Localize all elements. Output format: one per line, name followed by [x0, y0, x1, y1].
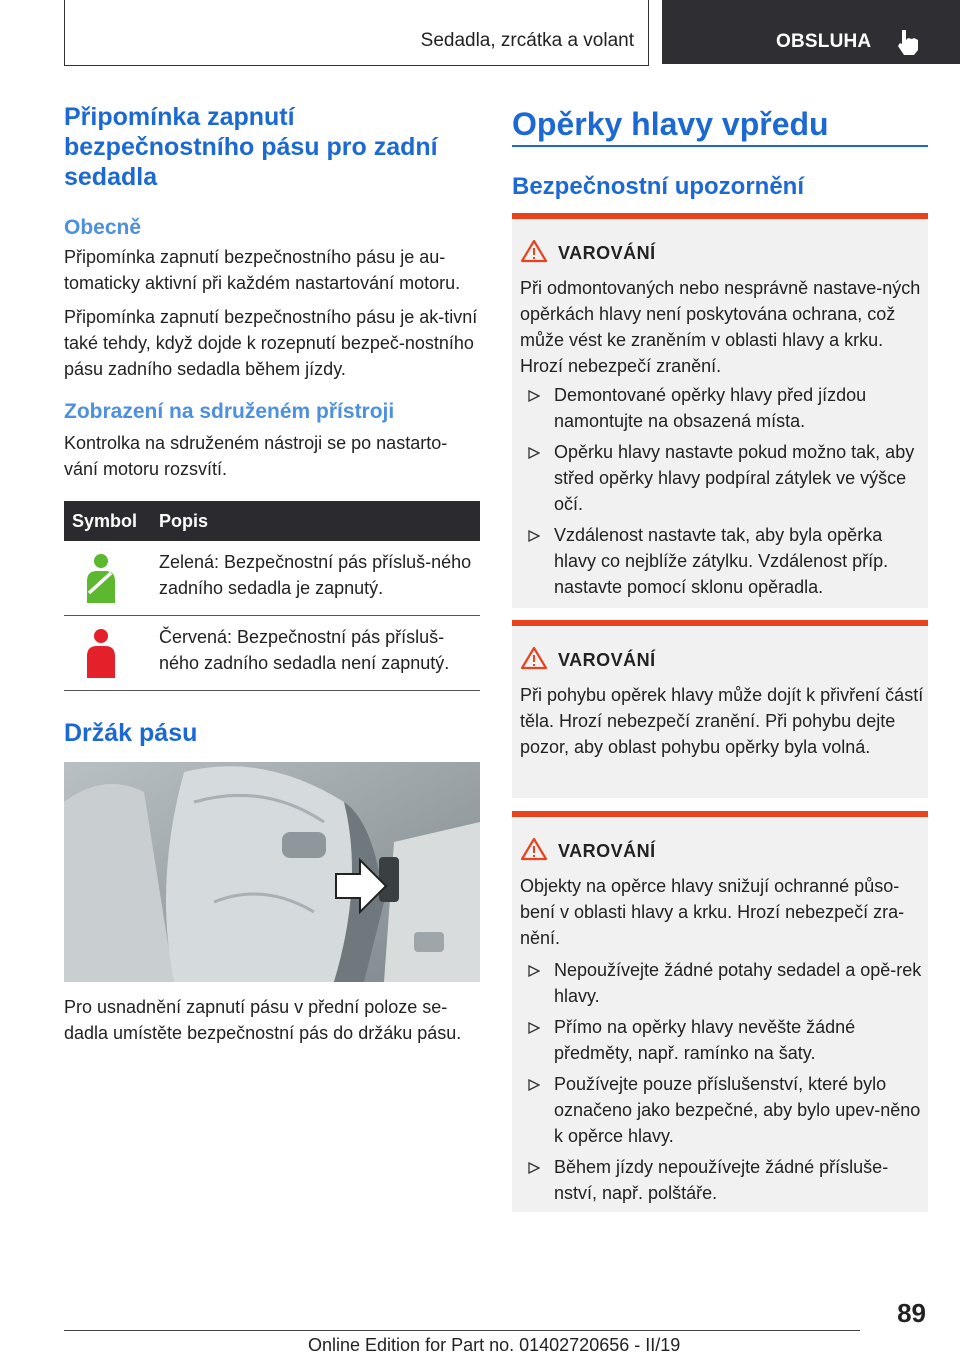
- bullet-triangle-icon: [528, 447, 540, 459]
- belt-holder-photo: [64, 762, 480, 982]
- bullet-triangle-icon: [528, 1022, 540, 1034]
- seatbelt-fastened-icon: [84, 553, 118, 603]
- bullet-triangle-icon: [528, 965, 540, 977]
- table-row-description: Zelená: Bezpečnostní pás přísluš-ného zadního sedadla je zapnutý.: [159, 552, 472, 598]
- warning-body: Při pohybu opěrek hlavy může dojít k přivření částí těla. Hrozí nebezpečí zranění. Při pohybu dejte pozor, aby oblast pohybu opěrky byla volná.: [520, 685, 924, 757]
- symbol-table: [64, 501, 480, 691]
- warning-box-1: VAROVÁNÍ Při odmontovaných nebo nesprávně nastave-ných opěrkách hlavy není poskytována ochrana, což může vést ke zraněním v oblasti hlavy a krku. Hrozí nebezpečí zranění. Demontované opěrky hlavy před jízdou namontujte na obsazená místa. Opěrku hlavy nastavte pokud možno tak, aby střed opěrky hlavy podpíral zátylek ve výšce očí. Vzdálenost nastavte tak, aby byla opěrka hlavy co nejblíže zátylku. Vzdálenost příp. nastavte pomocí sklonu opěradla.: [512, 213, 928, 608]
- table-row-description: Červená: Bezpečnostní pás přísluš-ného zadního sedadla není zapnutý.: [159, 627, 450, 673]
- heading-safety-notes: Bezpečnostní upozornění: [512, 173, 805, 200]
- table-row: [64, 616, 480, 691]
- footer-rule: [64, 1330, 860, 1331]
- warning-triangle-icon: [520, 646, 548, 670]
- title-rule: [512, 145, 928, 147]
- chapter-tab-label: OBSLUHA: [776, 31, 872, 52]
- bullet-triangle-icon: [528, 1162, 540, 1174]
- warning-box-3: VAROVÁNÍ Objekty na opěrce hlavy snižují ochranné půso-bení v oblasti hlavy a krku. Hrozí nebezpečí zra-nění. Nepoužívejte žádné potahy sedadel a opě-rek hlavy. Přímo na opěrky hlavy nevěšte žádné předměty, např. ramínko na šaty. Používejte pouze příslušenství, které bylo označeno jako bezpečné, aby bylo upev-něno k opěrce hlavy. Během jízdy nepoužívejte žádné přísluše-nství, např. polštáře.: [512, 811, 928, 1212]
- table-header: [64, 501, 480, 541]
- bullet-triangle-icon: [528, 530, 540, 542]
- warning-label: VAROVÁNÍ: [558, 243, 656, 263]
- left-column: [64, 102, 480, 482]
- section-title-headrests: Opěrky hlavy vpředu: [512, 106, 829, 142]
- header-section-title: Sedadla, zrcátka a volant: [420, 30, 634, 51]
- table-row: [64, 541, 480, 616]
- warning-body: Objekty na opěrce hlavy snižují ochranné půso-bení v oblasti hlavy a krku. Hrozí nebezpečí zra-nění.: [520, 876, 905, 948]
- warning-label: VAROVÁNÍ: [558, 650, 656, 670]
- section-title-seatbelt-reminder: Připomínka zapnutí bezpečnostního pásu pro zadní sedadla: [64, 103, 438, 191]
- paragraph-belt-holder: Pro usnadnění zapnutí pásu v přední poloze se-dadla umístěte bezpečnostní pás do držáku pásu.: [64, 997, 462, 1043]
- heading-cluster: Zobrazení na sdruženém přístroji: [64, 400, 395, 423]
- page-number: 89: [897, 1298, 926, 1328]
- heading-general: Obecně: [64, 216, 142, 239]
- table-header-description: Popis: [159, 511, 209, 531]
- warning-label: VAROVÁNÍ: [558, 841, 656, 861]
- paragraph-general-1: Připomínka zapnutí bezpečnostního pásu je au-tomaticky aktivní při každém nastartování motoru.: [64, 247, 461, 293]
- chapter-tab[interactable]: [662, 0, 960, 64]
- warning-body: Při odmontovaných nebo nesprávně nastave-ných opěrkách hlavy není poskytována ochrana, což může vést ke zraněním v oblasti hlavy a krku. Hrozí nebezpečí zranění.: [520, 278, 921, 376]
- header-frame: [64, 0, 649, 66]
- bullet-triangle-icon: [528, 1079, 540, 1091]
- seatbelt-unfastened-icon: [84, 628, 118, 678]
- warning-triangle-icon: [520, 239, 548, 263]
- heading-belt-holder: Držák pásu: [64, 719, 198, 747]
- paragraph-general-2: Připomínka zapnutí bezpečnostního pásu je ak-tivní také tehdy, když dojde k rozepnutí bezpeč-nostního pásu zadního sedadla během jízdy.: [64, 307, 478, 379]
- hand-pointer-icon: [894, 26, 922, 56]
- warning-triangle-icon: [520, 837, 548, 861]
- footer-edition: Online Edition for Part no. 01402720656 - II/19: [308, 1335, 681, 1355]
- warning-box-2: [512, 620, 928, 798]
- table-header-symbol: Symbol: [72, 511, 138, 531]
- bullet-triangle-icon: [528, 390, 540, 402]
- paragraph-cluster: Kontrolka na sdruženém nástroji se po nastarto-vání motoru rozsvítí.: [64, 433, 448, 479]
